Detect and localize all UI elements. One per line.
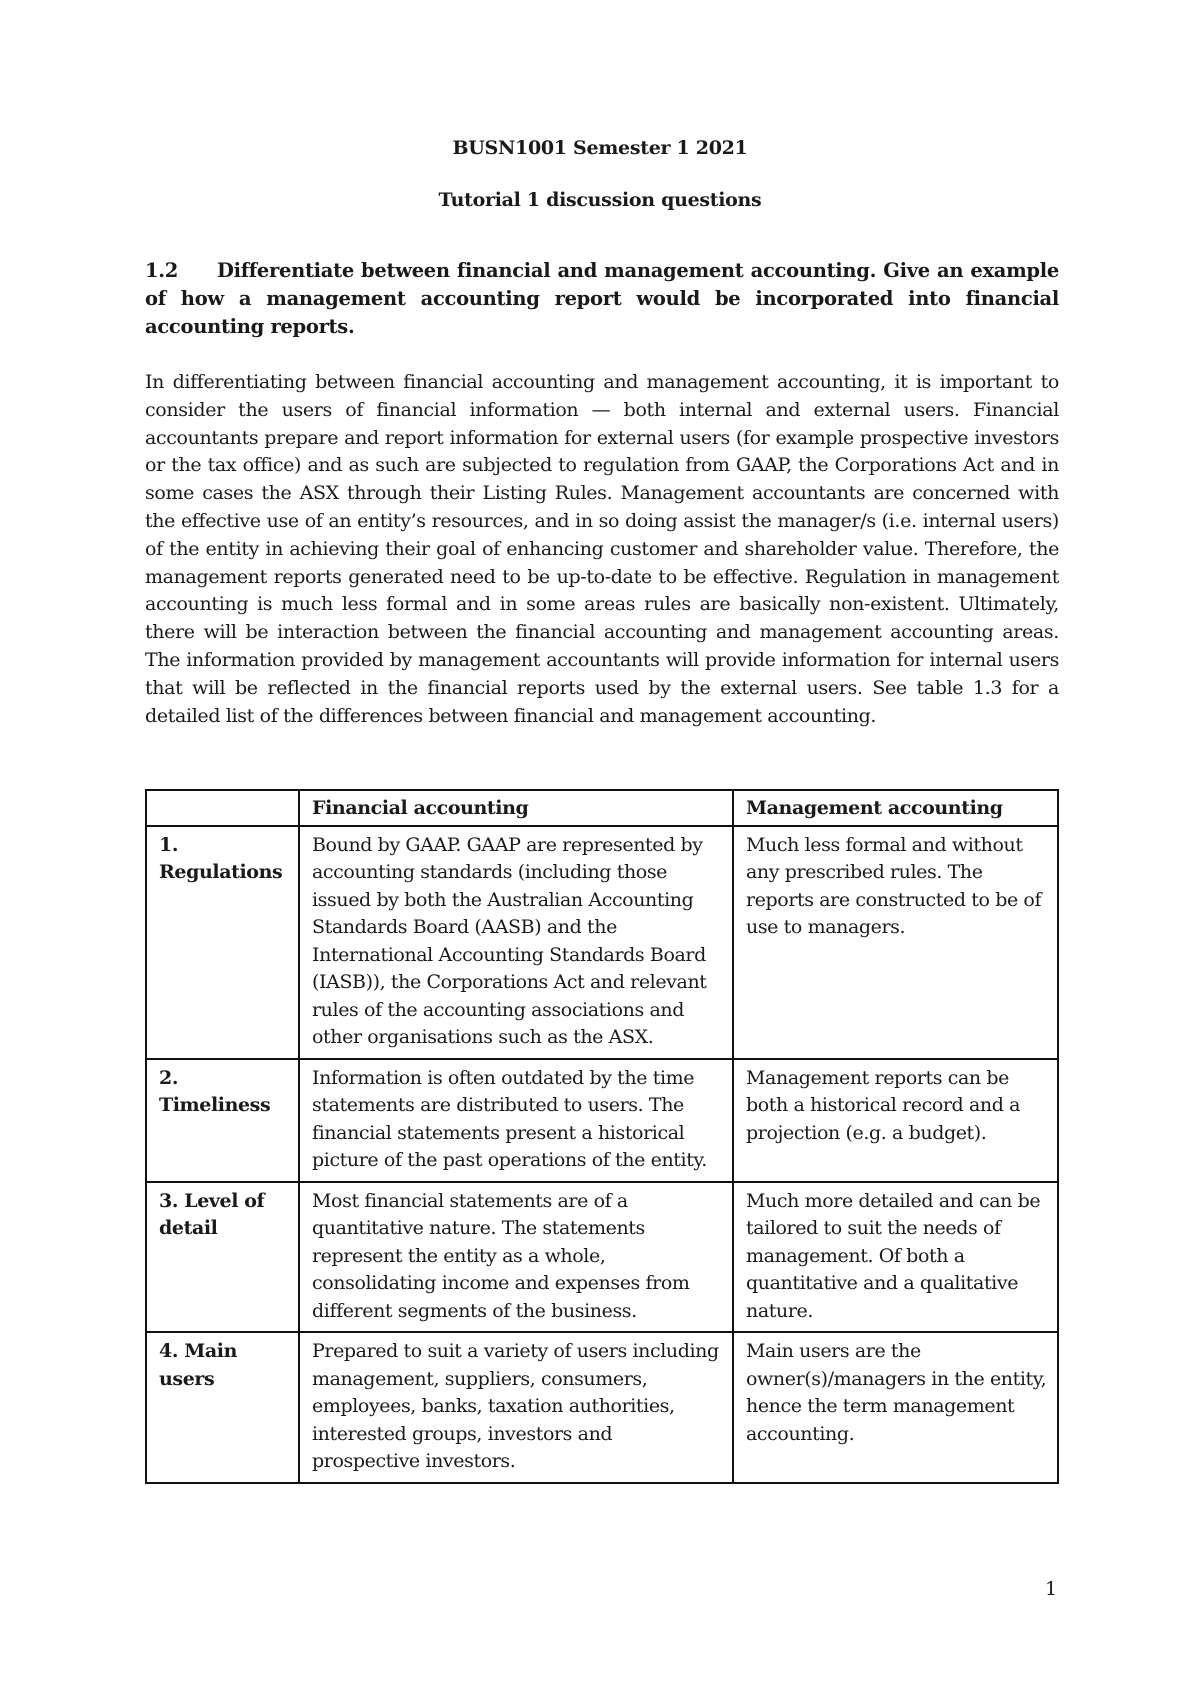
table-row xyxy=(146,1332,1058,1483)
financial-cell: Prepared to suit a variety of users including management, suppliers, consumers, employees, banks, taxation authorities, interested groups, investors and prospective investors. xyxy=(299,1332,733,1483)
question-heading xyxy=(145,257,1059,341)
table-row xyxy=(146,1059,1058,1182)
financial-cell: Bound by GAAP. GAAP are represented by accounting standards (including those issued by both the Australian Accounting Standards Board (AASB) and the International Accounting Standards Board (IASB)), the Corporations Act and relevant rules of the accounting associations and other organisations such as the ASX. xyxy=(299,826,733,1059)
table-header-row xyxy=(146,790,1058,826)
page-number: 1 xyxy=(1045,1578,1058,1600)
table-row xyxy=(146,1182,1058,1333)
header-management: Management accounting xyxy=(733,790,1058,826)
header-financial: Financial accounting xyxy=(299,790,733,826)
header-empty xyxy=(146,790,299,826)
financial-cell: Information is often outdated by the time statements are distributed to users. The financial statements present a historical picture of the past operations of the entity. xyxy=(299,1059,733,1182)
table-row xyxy=(146,826,1058,1059)
management-cell: Much more detailed and can be tailored to suit the needs of management. Of both a quantitative and a qualitative nature. xyxy=(733,1182,1058,1333)
financial-cell: Most financial statements are of a quantitative nature. The statements represent the entity as a whole, consolidating income and expenses from different segments of the business. xyxy=(299,1182,733,1333)
question-text: Differentiate between financial and management accounting. Give an example of how a management accounting report would be incorporated into financial accounting reports. xyxy=(145,259,1059,338)
course-title: BUSN1001 Semester 1 2021 xyxy=(452,137,748,159)
comparison-table xyxy=(145,789,1059,1484)
row-label: 2. Timeliness xyxy=(146,1059,299,1182)
tutorial-subtitle: Tutorial 1 discussion questions xyxy=(438,189,762,211)
row-label: 3. Level of detail xyxy=(146,1182,299,1333)
management-cell: Main users are the owner(s)/managers in the entity, hence the term management accounting. xyxy=(733,1332,1058,1483)
management-cell: Management reports can be both a historical record and a projection (e.g. a budget). xyxy=(733,1059,1058,1182)
answer-paragraph: In differentiating between financial accounting and management accounting, it is important to consider the users of financial information — both internal and external users. Financial accountants prepare and report information for external users (for example prospective investors or the tax office) and as such are subjected to regulation from GAAP, the Corporations Act and in some cases the ASX through their Listing Rules. Management accountants are concerned with the effective use of an entity’s resources, and in so doing assist the manager/s (i.e. internal users) of the entity in achieving their goal of enhancing customer and shareholder value. Therefore, the management reports generated need to be up-to-date to be effective. Regulation in management accounting is much less formal and in some areas rules are basically non-existent. Ultimately, there will be interaction between the financial accounting and management accounting areas. The information provided by management accountants will provide information for internal users that will be reflected in the financial reports used by the external users. See table 1.3 for a detailed list of the differences between financial and management accounting. xyxy=(145,371,1059,727)
row-label: 4. Main users xyxy=(146,1332,299,1483)
question-number: 1.2 xyxy=(145,259,179,282)
management-cell: Much less formal and without any prescribed rules. The reports are constructed to be of use to managers. xyxy=(733,826,1058,1059)
row-label: 1. Regulations xyxy=(146,826,299,1059)
